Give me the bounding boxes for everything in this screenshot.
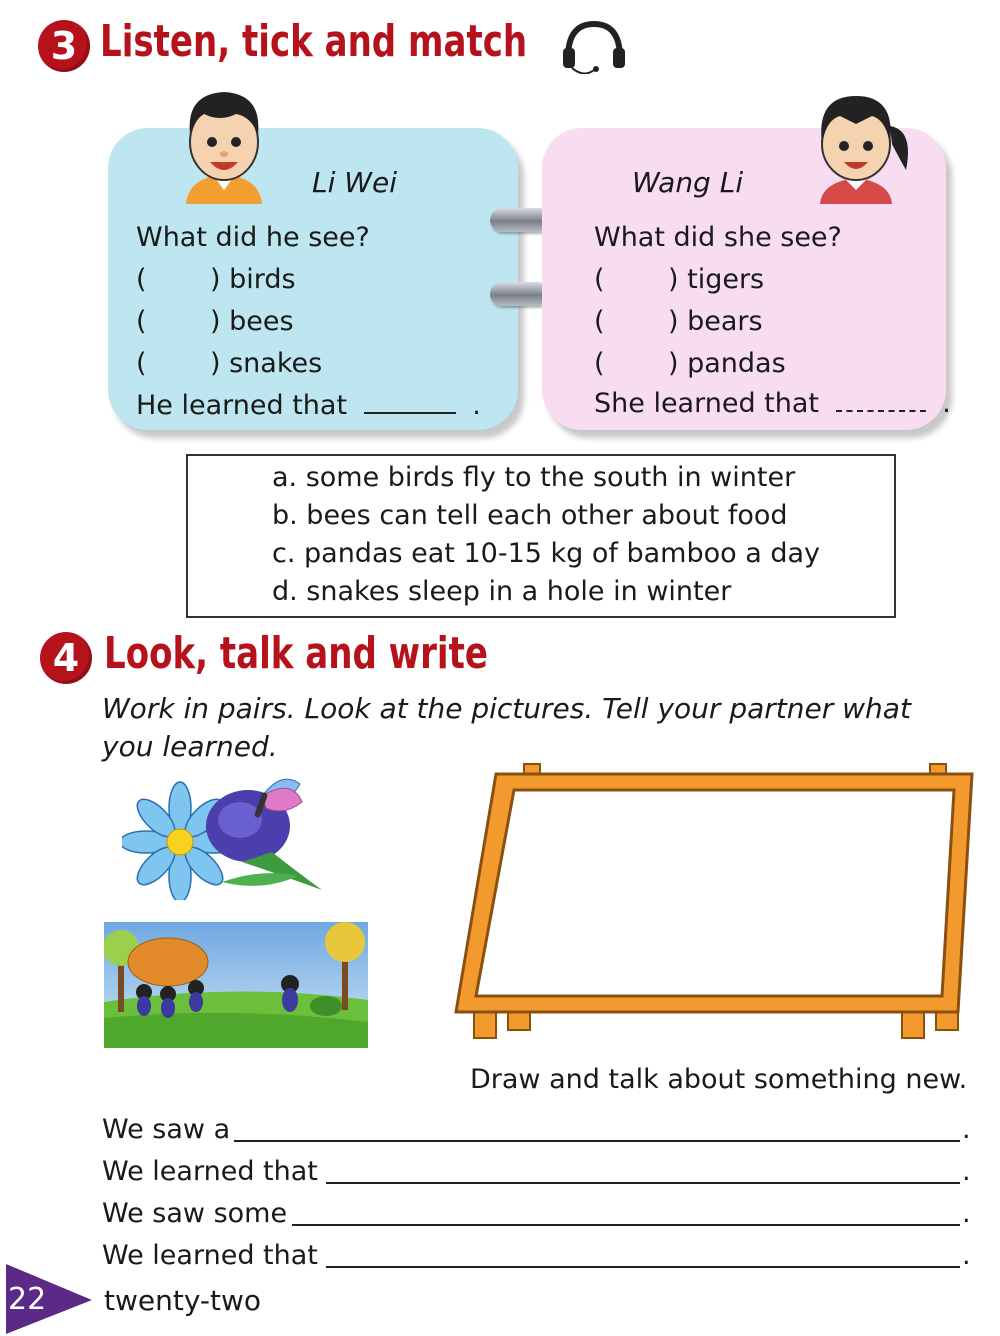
fact-b: b. bees can tell each other about food bbox=[272, 500, 788, 531]
period: . bbox=[962, 1114, 971, 1145]
section-title: Look, talk and write bbox=[104, 628, 488, 679]
open-paren: ( bbox=[136, 306, 147, 337]
writing-line[interactable] bbox=[326, 1182, 960, 1184]
facts-box bbox=[186, 454, 896, 618]
answer-blank[interactable] bbox=[364, 412, 456, 414]
li-wei-option-birds[interactable] bbox=[136, 264, 296, 295]
wang-li-question: What did she see? bbox=[594, 222, 842, 253]
section-number: 4 bbox=[52, 636, 80, 680]
sentence-label: We saw some bbox=[102, 1198, 288, 1229]
boy-avatar bbox=[176, 86, 272, 204]
wang-li-name: Wang Li bbox=[632, 166, 744, 199]
writing-line[interactable] bbox=[292, 1224, 960, 1226]
writing-line[interactable] bbox=[326, 1266, 960, 1268]
learned-label: She learned that bbox=[594, 388, 820, 419]
writing-line[interactable] bbox=[234, 1140, 960, 1142]
option-label: ) pandas bbox=[668, 348, 786, 379]
binder-ring-top bbox=[490, 208, 550, 232]
drawing-frame[interactable] bbox=[446, 760, 980, 1040]
fact-c: c. pandas eat 10-15 kg of bamboo a day bbox=[272, 538, 821, 569]
ants-illustration bbox=[104, 922, 368, 1048]
li-wei-learned bbox=[136, 390, 481, 421]
option-label: ) birds bbox=[210, 264, 296, 295]
li-wei-name: Li Wei bbox=[312, 166, 397, 199]
section-number-badge bbox=[38, 20, 90, 72]
headphones-icon bbox=[560, 18, 628, 74]
answer-blank[interactable] bbox=[836, 410, 926, 412]
period: . bbox=[962, 1156, 971, 1187]
open-paren: ( bbox=[594, 306, 605, 337]
li-wei-option-snakes[interactable] bbox=[136, 348, 323, 379]
fact-d: d. snakes sleep in a hole in winter bbox=[272, 576, 732, 607]
li-wei-question: What did he see? bbox=[136, 222, 370, 253]
option-label: ) snakes bbox=[210, 348, 323, 379]
li-wei-option-bees[interactable] bbox=[136, 306, 294, 337]
open-paren: ( bbox=[594, 348, 605, 379]
instruction-text: Work in pairs. Look at the pictures. Tell your partner what you learned. bbox=[102, 692, 911, 763]
sentence-label: We learned that bbox=[102, 1240, 318, 1271]
sentence-label: We learned that bbox=[102, 1156, 318, 1187]
period: . bbox=[942, 388, 951, 419]
sentence-label: We saw a bbox=[102, 1114, 231, 1145]
wang-li-option-tigers[interactable] bbox=[594, 264, 765, 295]
fact-a: a. some birds fly to the south in winter bbox=[272, 462, 796, 493]
section-title: Listen, tick and match bbox=[100, 16, 528, 67]
page-number: 22 bbox=[8, 1282, 47, 1317]
page-number-words: twenty-two bbox=[104, 1284, 262, 1317]
wang-li-option-bears[interactable] bbox=[594, 306, 763, 337]
open-paren: ( bbox=[594, 264, 605, 295]
girl-avatar bbox=[806, 90, 914, 204]
period: . bbox=[472, 390, 481, 421]
open-paren: ( bbox=[136, 264, 147, 295]
option-label: ) tigers bbox=[668, 264, 765, 295]
section-number-badge bbox=[40, 632, 92, 684]
binder-ring-bottom bbox=[490, 282, 550, 306]
learned-label: He learned that bbox=[136, 390, 348, 421]
wang-li-option-pandas[interactable] bbox=[594, 348, 786, 379]
section-number: 3 bbox=[50, 24, 78, 68]
draw-caption: Draw and talk about something new. bbox=[470, 1064, 968, 1095]
open-paren: ( bbox=[136, 348, 147, 379]
period: . bbox=[962, 1198, 971, 1229]
period: . bbox=[962, 1240, 971, 1271]
flower-butterfly-illustration bbox=[122, 772, 334, 900]
wang-li-learned bbox=[594, 388, 951, 419]
option-label: ) bears bbox=[668, 306, 763, 337]
option-label: ) bees bbox=[210, 306, 294, 337]
